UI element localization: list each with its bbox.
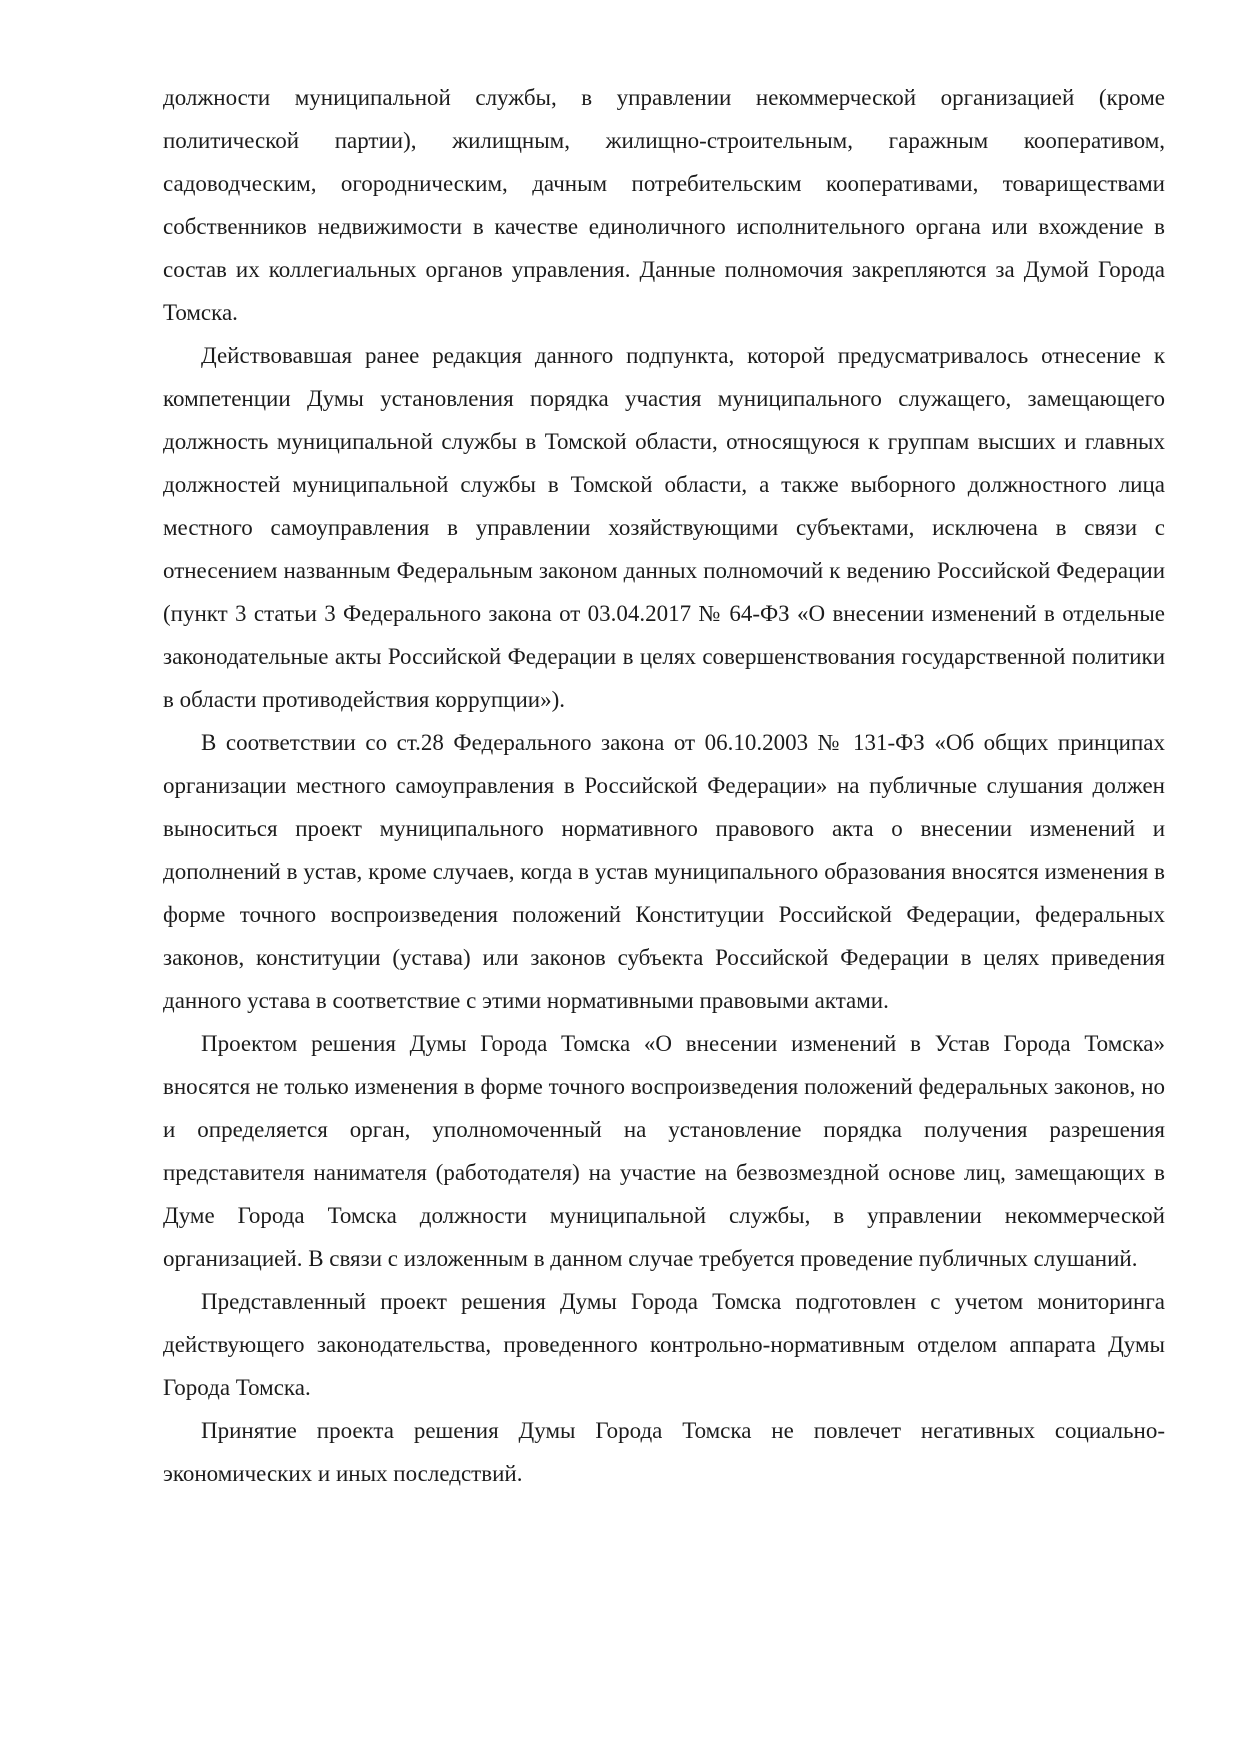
paragraph-public-hearings-law: В соответствии со ст.28 Федерального закона от 06.10.2003 № 131-ФЗ «Об общих принципах организации местного самоуправления в Российской Федерации» на публичные слушания должен выноситься проект муниципального нормативного правового акта о внесении изменений и дополнений в устав, кроме случаев, когда в устав муниципального образования вносятся изменения в форме точного воспроизведения положений Конституции Российской Федерации, федеральных законов, конституции (устава) или законов субъекта Российской Федерации в целях приведения данного устава в соответствие с этими нормативными правовыми актами. xyxy=(163,730,1165,1013)
paragraph-draft-decision: Проектом решения Думы Города Томска «О внесении изменений в Устав Города Томска» вносятся не только изменения в форме точного воспроизведения положений федеральных законов, но и определяется орган, уполномоченный на установление порядка получения разрешения представителя нанимателя (работодателя) на участие на безвозмездной основе лиц, замещающих в Думе Города Томска должности муниципальной службы, в управлении некоммерческой организацией. В связи с изложенным в данном случае требуется проведение публичных слушаний. xyxy=(163,1031,1165,1271)
paragraph-previous-edition: Действовавшая ранее редакция данного подпункта, которой предусматривалось отнесение к компетенции Думы установления порядка участия муниципального служащего, замещающего должность муниципальной службы в Томской области, относящуюся к группам высших и главных должностей муниципальной службы в Томской области, а также выборного должностного лица местного самоуправления в управлении хозяйствующими субъектами, исключена в связи с отнесением названным Федеральным законом данных полномочий к ведению Российской Федерации (пункт 3 статьи 3 Федерального закона от 03.04.2017 № 64-ФЗ «О внесении изменений в отдельные законодательные акты Российской Федерации в целях совершенствования государственной политики в области противодействия коррупции»). xyxy=(163,343,1165,712)
paragraph-continuation: должности муниципальной службы, в управлении некоммерческой организацией (кроме политической партии), жилищным, жилищно-строительным, гаражным кооперативом, садоводческим, огородническим, дачным потребительским кооперативами, товариществами собственников недвижимости в качестве единоличного исполнительного органа или вхождение в состав их коллегиальных органов управления. Данные полномочия закрепляются за Думой Города Томска. xyxy=(163,85,1165,325)
document-body xyxy=(163,76,1165,1495)
paragraph-consequences: Принятие проекта решения Думы Города Томска не повлечет негативных социально-экономических и иных последствий. xyxy=(163,1418,1165,1486)
paragraph-monitoring: Представленный проект решения Думы Города Томска подготовлен с учетом мониторинга действующего законодательства, проведенного контрольно-нормативным отделом аппарата Думы Города Томска. xyxy=(163,1289,1165,1400)
